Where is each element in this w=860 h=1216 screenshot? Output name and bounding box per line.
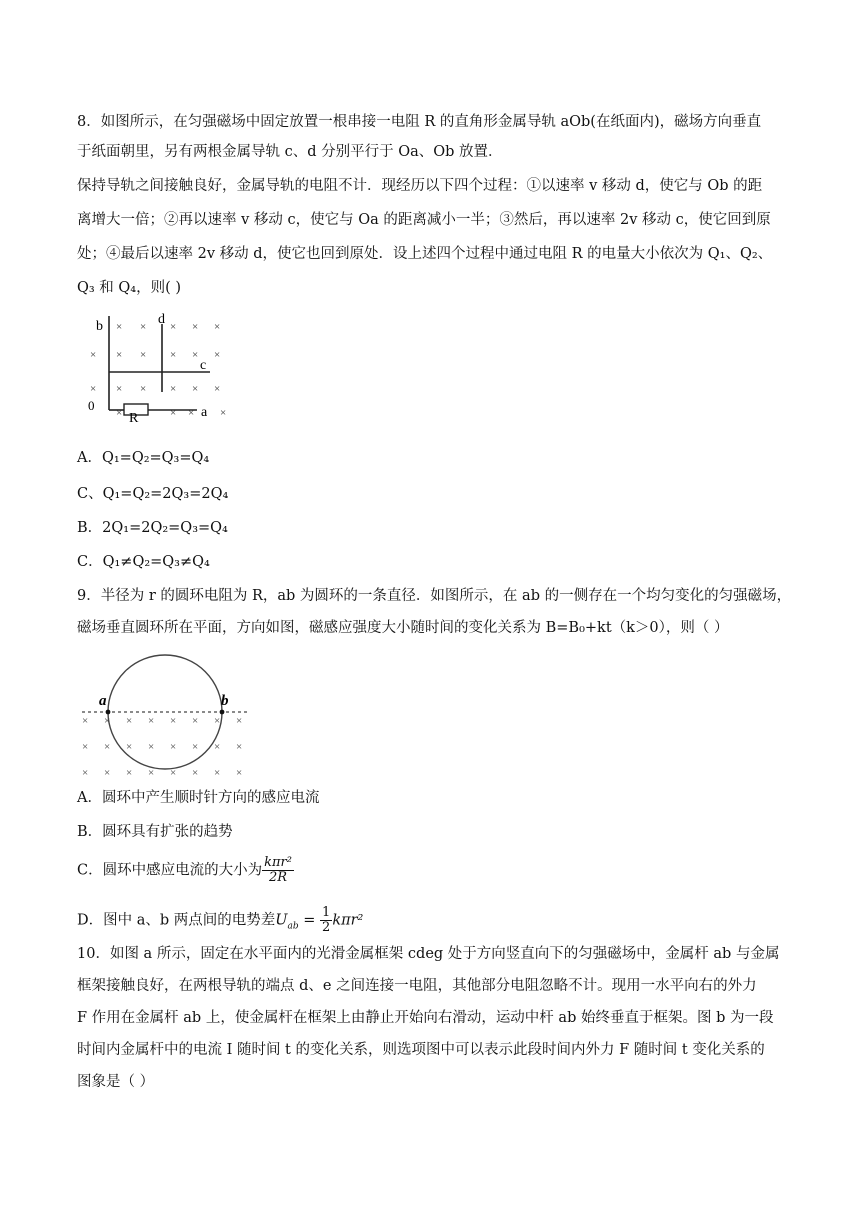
q8-field-cross: × [116,383,123,395]
q8-label-o: 0 [88,398,95,413]
q9-option-c [77,856,294,885]
q9-field-cross: × [148,767,155,779]
q8-field-cross: × [116,321,123,333]
q9-field-cross: × [236,741,243,753]
q9-field-cross: × [214,715,221,727]
q9-field-cross: × [82,715,89,727]
q8-label-d: d [158,312,165,327]
q8-field-cross: × [116,407,123,419]
q9-option-a: A．圆环中产生顺时针方向的感应电流 [77,790,320,806]
q8-line-5: 处；④最后以速率 2v 移动 d，使它也回到原处．设上述四个过程中通过电阻 R 的电量大小依次为 Q₁、Q₂、 [77,246,773,262]
q8-rail-figure [82,310,230,422]
q9-field-cross: × [170,741,177,753]
q9-field-cross: × [148,741,155,753]
q9-line-2: 磁场垂直圆环所在平面，方向如图，磁感应强度大小随时间的变化关系为 B=B₀+kt（k＞0），则（ ） [77,620,729,636]
q8-field-cross: × [170,383,177,395]
q8-field-cross: × [90,383,97,395]
q8-field-cross: × [214,383,221,395]
q8-field-cross: × [140,349,147,361]
q8-field-cross: × [170,349,177,361]
q9-option-d-numerator: 1 [322,905,331,920]
q8-field-cross: × [188,407,195,419]
q9-option-d-sub: ab [287,921,299,932]
q8-label-c: c [200,358,207,373]
q10-line-1: 10．如图 a 所示，固定在水平面内的光滑金属框架 cdeg 处于方向竖直向下的匀强磁场中，金属杆 ab 与金属 [77,946,780,962]
q8-line-2: 于纸面朝里，另有两根金属导轨 c、d 分别平行于 Oa、Ob 放置． [77,144,503,160]
q9-field-cross: × [126,715,133,727]
q8-line-4: 离增大一倍；②再以速率 v 移动 c，使它与 Oa 的距离减小一半；③然后，再以速率 2v 移动 c，使它回到原 [77,212,771,228]
q9-line-1: 9．半径为 r 的圆环电阻为 R，ab 为圆环的一条直径．如图所示，在 ab 的一侧存在一个均匀变化的匀强磁场， [77,588,792,604]
q9-field-cross: × [82,741,89,753]
q10-line-5: 图象是（ ） [77,1074,155,1090]
q9-field-cross: × [126,767,133,779]
q9-field-cross: × [214,767,221,779]
q8-label-r: R [129,411,139,422]
q10-line-3: F 作用在金属杆 ab 上，使金属杆在框架上由静止开始向右滑动，运动中杆 ab 始终垂直于框架。图 b 为一段 [77,1010,774,1026]
q8-field-cross: × [192,383,199,395]
q9-field-cross: × [192,767,199,779]
q9-field-cross: × [148,715,155,727]
q8-field-cross: × [90,349,97,361]
q9-option-c-fraction [262,856,294,885]
q9-option-d [77,906,363,936]
q8-field-cross: × [140,321,147,333]
q8-field-cross: × [170,321,177,333]
q9-field-cross: × [170,715,177,727]
q8-field-cross: × [214,321,221,333]
q9-field-cross: × [170,767,177,779]
q9-option-d-eq: = [298,912,321,929]
q9-option-c-text: C．圆环中感应电流的大小为 [77,862,263,879]
q9-field-cross: × [236,767,243,779]
q8-option-1: A．Q₁=Q₂=Q₃=Q₄ [77,450,210,466]
q8-option-4: C．Q₁≠Q₂=Q₃≠Q₄ [77,554,210,570]
q9-field-cross: × [82,767,89,779]
q9-label-b: b [221,693,229,709]
q9-option-d-text: D．图中 a、b 两点间的电势差 [77,912,276,929]
q8-label-b: b [96,319,103,334]
q8-field-cross: × [220,407,227,419]
q9-option-b: B．圆环具有扩张的趋势 [77,824,233,840]
q8-option-3: B．2Q₁=2Q₂=Q₃=Q₄ [77,520,228,536]
q9-ring-figure [78,646,258,782]
q9-option-c-numerator: kπr² [264,855,292,870]
q9-option-d-denominator: 2 [322,920,331,935]
q9-option-c-denominator: 2R [268,870,288,885]
q8-field-cross: × [192,349,199,361]
q9-field-cross: × [236,715,243,727]
q9-field-cross: × [126,741,133,753]
q9-field-cross: × [104,767,111,779]
q8-line-1: 8．如图所示，在匀强磁场中固定放置一根串接一电阻 R 的直角形金属导轨 aOb(在纸面内)，磁场方向垂直 [77,114,762,130]
q9-option-d-var: U [275,912,288,929]
q9-label-a: a [99,693,107,709]
q8-option-2: C、Q₁=Q₂=2Q₃=2Q₄ [77,486,229,502]
q8-field-cross: × [116,349,123,361]
q8-line-6: Q₃ 和 Q₄，则( ) [77,280,182,296]
q8-field-cross: × [192,321,199,333]
q8-field-cross: × [170,407,177,419]
q9-option-d-fraction [320,906,332,935]
q10-line-4: 时间内金属杆中的电流 I 随时间 t 的变化关系，则选项图中可以表示此段时间内外力 F 随时间 t 变化关系的 [77,1042,765,1058]
q8-field-cross: × [140,383,147,395]
q9-field-cross: × [214,741,221,753]
q8-field-cross: × [214,349,221,361]
q8-label-a: a [201,405,208,420]
q8-line-3: 保持导轨之间接触良好，金属导轨的电阻不计．现经历以下四个过程：①以速率 v 移动 d，使它与 Ob 的距 [77,178,763,194]
q9-field-cross: × [192,741,199,753]
q10-line-2: 框架接触良好，在两根导轨的端点 d、e 之间连接一电阻，其他部分电阻忽略不计。现用一水平向右的外力 [77,978,757,994]
q9-option-d-tail: kπr² [332,912,364,929]
q9-field-cross: × [104,741,111,753]
q9-field-cross: × [104,715,111,727]
q9-field-cross: × [192,715,199,727]
